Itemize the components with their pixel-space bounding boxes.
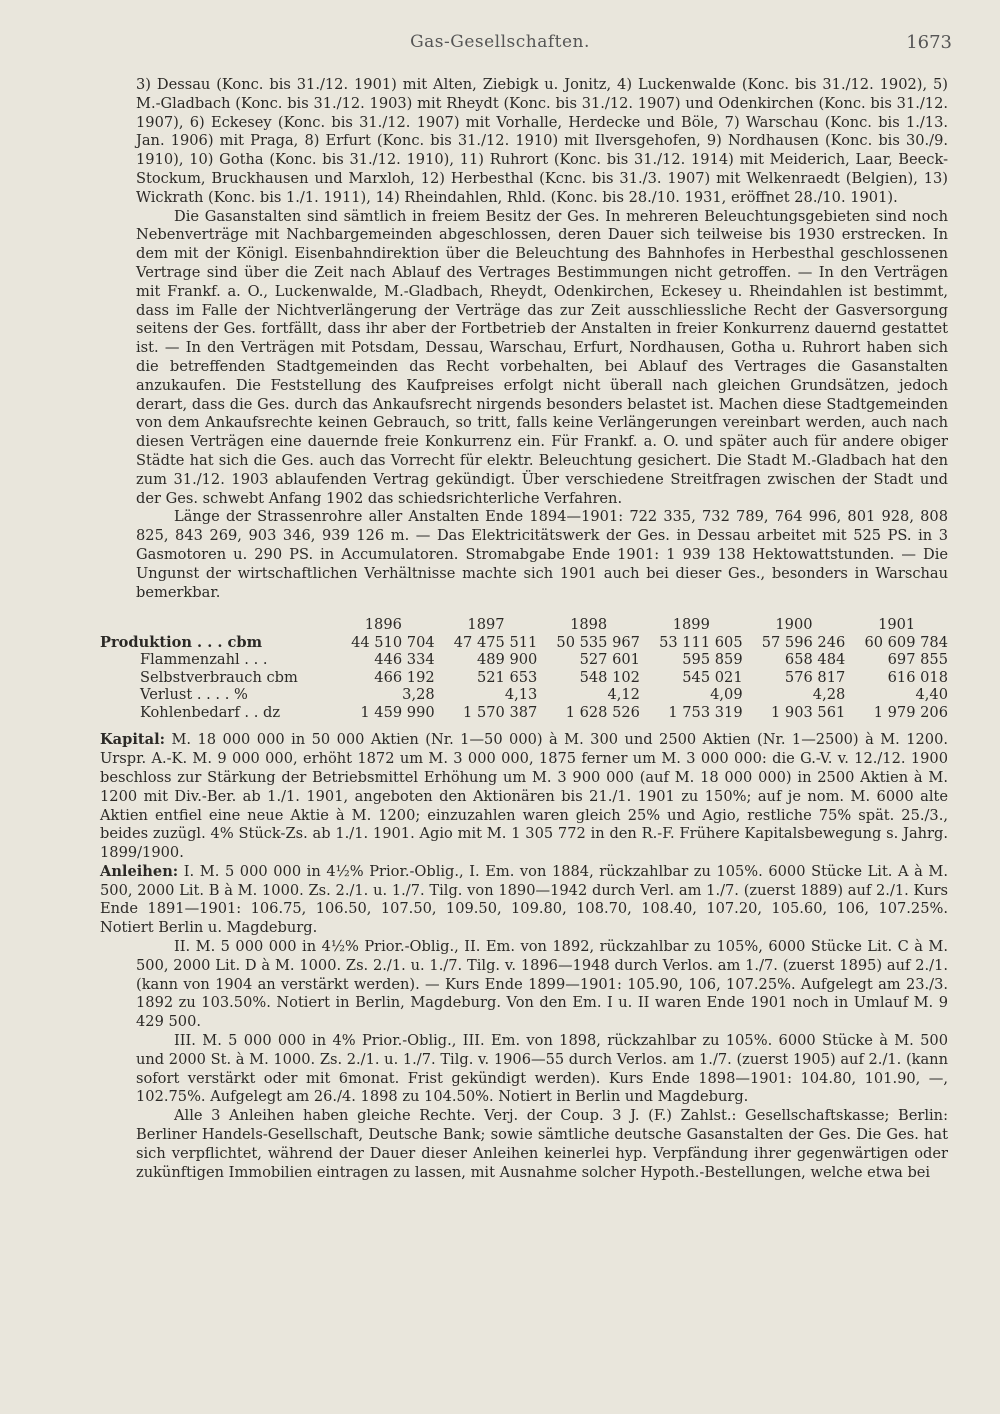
table-row <box>100 651 948 669</box>
year-header: 1898 <box>570 616 608 634</box>
anleihen-label: Anleihen: <box>100 862 179 880</box>
table-row <box>100 669 948 687</box>
row-label-text: Selbstverbrauch cbm <box>140 668 298 686</box>
paragraph-anleihen-closing: Alle 3 Anleihen haben gleiche Rechte. Verj. der Coup. 3 J. (F.) Zahlst.: Gesellschaftskasse; Berlin: Berliner Handels-Gesellschaft, Deutsche Bank; sowie sämtliche deutsche Gasanstalten der Ges. Die Ges. hat sich verpflichtet, während der Dauer dieser Anleihen keinerlei hyp. Verpfändung ihrer gegenwärtigen oder zukünftigen Immobilien eintragen zu lassen, mit Ausnahme solcher Hypoth.-Bestellungen, welche etwa bei <box>136 1107 948 1181</box>
row-label <box>100 704 332 722</box>
table-cell: 50 535 967 <box>556 633 640 651</box>
table-cell: 4,40 <box>915 686 948 704</box>
table-cell: 1 753 319 <box>668 703 743 721</box>
table-cell: 545 021 <box>682 668 743 686</box>
table-cell: 1 628 526 <box>565 703 640 721</box>
table-cell: 1 979 206 <box>873 703 948 721</box>
year-header: 1897 <box>467 616 505 634</box>
table-cell: 4,09 <box>710 686 743 704</box>
page-body <box>100 76 949 1182</box>
table-cell: 44 510 704 <box>351 633 435 651</box>
paragraph-gas-plants: Die Gasanstalten sind sämtlich in freiem Besitz der Ges. In mehreren Beleuchtungsgebieten sind noch Nebenverträge mit Nachbargemeinden abgeschlossen, deren Dauer sich teilweise bis 1930 erstrecken. In dem mit der Königl. Eisenbahndirektion über die Beleuchtung des Bahnhofes in Herbesthal geschlossenen Vertrage sind über die Zeit nach Ablauf des Vertrages Bestimmungen nicht getroffen. — In den Verträgen mit Frankf. a. O., Luckenwalde, M.-Gladbach, Rheydt, Odenkirchen, Eckesey u. Rheindahlen ist bestimmt, dass im Falle der Nichtverlängerung der Verträge das zur Zeit ausschliessliche Recht der Gasversorgung seitens der Ges. fortfällt, dass ihr aber der Fortbetrieb der Anstalten in freier Konkurrenz dauernd gestattet ist. — In den Verträgen mit Potsdam, Dessau, Warschau, Erfurt, Nordhausen, Gotha u. Ruhrort haben sich die betreffenden Stadtgemeinden das Recht vorbehalten, bei Ablauf des Vertrages die Gasanstalten anzukaufen. Die Feststellung des Kaufpreises erfolgt nicht überall nach gleichen Grundsätzen, jedoch derart, dass die Ges. durch das Ankaufsrecht nirgends besonders belastet ist. Machen diese Stadtgemeinden von dem Ankaufsrechte keinen Gebrauch, so tritt, falls keine Verlängerungen vereinbart werden, auch nach diesen Verträgen eine dauernde freie Konkurrenz ein. Für Frankf. a. O. und später auch für andere obiger Städte hat sich die Ges. auch das Vorrecht für elektr. Beleuchtung gesichert. Die Stadt M.-Gladbach hat den zum 31./12. 1903 ablaufenden Vertrag gekündigt. Über verschiedene Streitfragen zwischen der Stadt und der Ges. schwebt Anfang 1902 das schiedsrichterliche Verfahren. <box>136 207 948 507</box>
table-cell: 57 596 246 <box>761 633 846 651</box>
running-title: Gas-Gesellschaften. <box>410 32 590 52</box>
table-cell: 489 900 <box>476 651 538 669</box>
table-cell: 4,13 <box>504 686 538 704</box>
table-cell: 576 817 <box>784 668 846 686</box>
table-cell: 60 609 784 <box>864 633 948 651</box>
table-cell: 446 334 <box>374 651 435 669</box>
kapital-label: Kapital: <box>100 731 166 749</box>
row-label <box>100 669 332 687</box>
production-table <box>100 616 948 721</box>
table-cell: 1 903 561 <box>771 703 846 721</box>
page-number: 1673 <box>906 32 952 53</box>
table-cell: 521 653 <box>476 668 538 686</box>
header-blank <box>100 616 332 634</box>
production-table-header <box>100 616 948 634</box>
table-cell: 527 601 <box>579 651 640 669</box>
paragraph-anleihen-1 <box>100 863 948 938</box>
row-label <box>100 651 332 669</box>
table-cell: 53 111 605 <box>659 633 743 651</box>
row-label-text: Flammenzahl . . . <box>140 651 268 669</box>
row-label: Produktion . . . cbm <box>100 633 263 651</box>
table-cell: 595 859 <box>682 651 743 669</box>
table-row <box>100 686 948 704</box>
paragraph-concessions: 3) Dessau (Konc. bis 31./12. 1901) mit Alten, Ziebigk u. Jonitz, 4) Luckenwalde (Konc. bis 31./12. 1902), 5) M.-Gladbach (Konc. bis 31./12. 1903) mit Rheydt (Konc. bis 31./12. 1907) und Odenkirchen (Konc. bis 31./12. 1907), 6) Eckesey (Konc. bis 31./12. 1907) mit Vorhalle, Herdecke und Böle, 7) Warschau (Konc. bis 1./13. Jan. 1906) mit Praga, 8) Erfurt (Konc. bis 31./12. 1910) mit Ilversgehofen, 9) Nordhausen (Konc. bis 30./9. 1910), 10) Gotha (Konc. bis 31./12. 1910), 11) Ruhrort (Konc. bis 31./12. 1914) mit Meiderich, Laar, Beeck-Stockum, Bruckhausen und Marxloh, 12) Herbesthal (Kcnc. bis 31./3. 1907) mit Welkenraedt (Belgien), 13) Wickrath (Konc. bis 1./1. 1911), 14) Rheindahlen, Rhld. (Konc. bis 28./10. 1931, eröffnet 28./10. 1901). <box>136 76 948 206</box>
paragraph-kapital <box>100 731 948 863</box>
table-cell: 697 855 <box>887 651 948 669</box>
table-cell: 548 102 <box>579 668 640 686</box>
kapital-text: M. 18 000 000 in 50 000 Aktien (Nr. 1—50 000) à M. 300 und 2500 Aktien (Nr. 1—2500) à M. 1200. Urspr. A.-K. M. 9 000 000, erhöht 1872 um M. 3 000 000, 1875 ferner um M. 3 000 000: die G.-V. v. 12./12. 1900 beschloss zur Stärkung der Betriebsmittel Erhöhung um M. 3 900 000 (auf M. 18 000 000) in 2500 Aktien à M. 1200 mit Div.-Ber. ab 1./1. 1901, angeboten den Aktionären bis 21./1. 1901 zu 150%; auf je nom. M. 6000 alte Aktien entfiel eine neue Aktie à M. 1200; einzuzahlen waren gleich 25% und Agio, restliche 75% spät. 25./3., beides zuzügl. 4% Stück-Zs. ab 1./1. 1901. Agio mit M. 1 305 772 in den R.-F. Frühere Kapitalsbewegung s. Jahrg. 1899/1900. <box>100 731 948 862</box>
table-cell: 3,28 <box>402 686 435 704</box>
anleihen-first-text: I. M. 5 000 000 in 4½% Prior.-Oblig., I. Em. von 1884, rückzahlbar zu 105%. 6000 Stücke Lit. A à M. 500, 2000 Lit. B à M. 1000. Zs. 2./1. u. 1./7. Tilg. von 1890—1942 durch Verl. am 1./7. (zuerst 1889) auf 2./1. Kurs Ende 1891—1901: 106.75, 106.50, 107.50, 109.50, 109.80, 108.70, 108.40, 107.20, 105.60, 106, 107.25%. Notiert Berlin u. Magdeburg. <box>100 862 949 937</box>
paragraph-anleihen-2: II. M. 5 000 000 in 4½% Prior.-Oblig., II. Em. von 1892, rückzahlbar zu 105%, 6000 Stücke Lit. C à M. 500, 2000 Lit. D à M. 1000. Zs. 2./1. u. 1./7. Tilg. v. 1896—1948 durch Verlos. am 1./7. (zuerst 1895) auf 2./1. (kann von 1904 an verstärkt werden). — Kurs Ende 1899—1901: 105.90, 106, 107.25%. Aufgelegt am 23./3. 1892 zu 103.50%. Notiert in Berlin, Magdeburg. Von den Em. I u. II waren Ende 1901 noch in Umlauf M. 9 429 500. <box>136 938 948 1031</box>
paragraph-anleihen-3: III. M. 5 000 000 in 4% Prior.-Oblig., III. Em. von 1898, rückzahlbar zu 105%. 6000 Stücke à M. 500 und 2000 St. à M. 1000. Zs. 2./1. u. 1./7. Tilg. v. 1906—55 durch Verlos. am 1./7. (zuerst 1905) auf 2./1. (kann sofort verstärkt oder mit 6monat. Frist gekündigt werden). Kurs Ende 1898—1901: 104.80, 101.90, —, 102.75%. Aufgelegt am 26./4. 1898 zu 104.50%. Notiert in Berlin und Magdeburg. <box>136 1032 948 1106</box>
table-cell: 658 484 <box>784 651 846 669</box>
table-cell: 4,28 <box>812 686 846 704</box>
table-row <box>100 704 948 722</box>
table-cell: 47 475 511 <box>453 633 538 651</box>
year-header: 1899 <box>672 616 710 634</box>
table-cell: 466 192 <box>374 668 435 686</box>
table-row <box>100 634 948 652</box>
table-cell: 4,12 <box>607 686 640 704</box>
table-cell: 616 018 <box>887 668 948 686</box>
year-header: 1900 <box>775 616 813 634</box>
table-cell: 1 459 990 <box>360 703 435 721</box>
row-label-text: Kohlenbedarf . . dz <box>140 703 281 721</box>
paragraph-pipe-length: Länge der Strassenrohre aller Anstalten Ende 1894—1901: 722 335, 732 789, 764 996, 801 928, 808 825, 843 269, 903 346, 939 126 m. — Das Elektricitätswerk der Ges. in Dessau arbeitet mit 525 PS. in 3 Gasmotoren u. 290 PS. in Accumulatoren. Stromabgabe Ende 1901: 1 939 138 Hektowattstunden. — Die Ungunst der wirtschaftlichen Verhältnisse machte sich 1901 auch bei dieser Ges., besonders in Warschau bemerkbar. <box>136 508 948 601</box>
year-header: 1896 <box>364 616 402 634</box>
page-header <box>0 32 1000 60</box>
row-label-text: Verlust . . . . % <box>140 686 248 704</box>
row-label <box>100 686 332 704</box>
table-cell: 1 570 387 <box>463 703 538 721</box>
year-header: 1901 <box>878 616 916 634</box>
